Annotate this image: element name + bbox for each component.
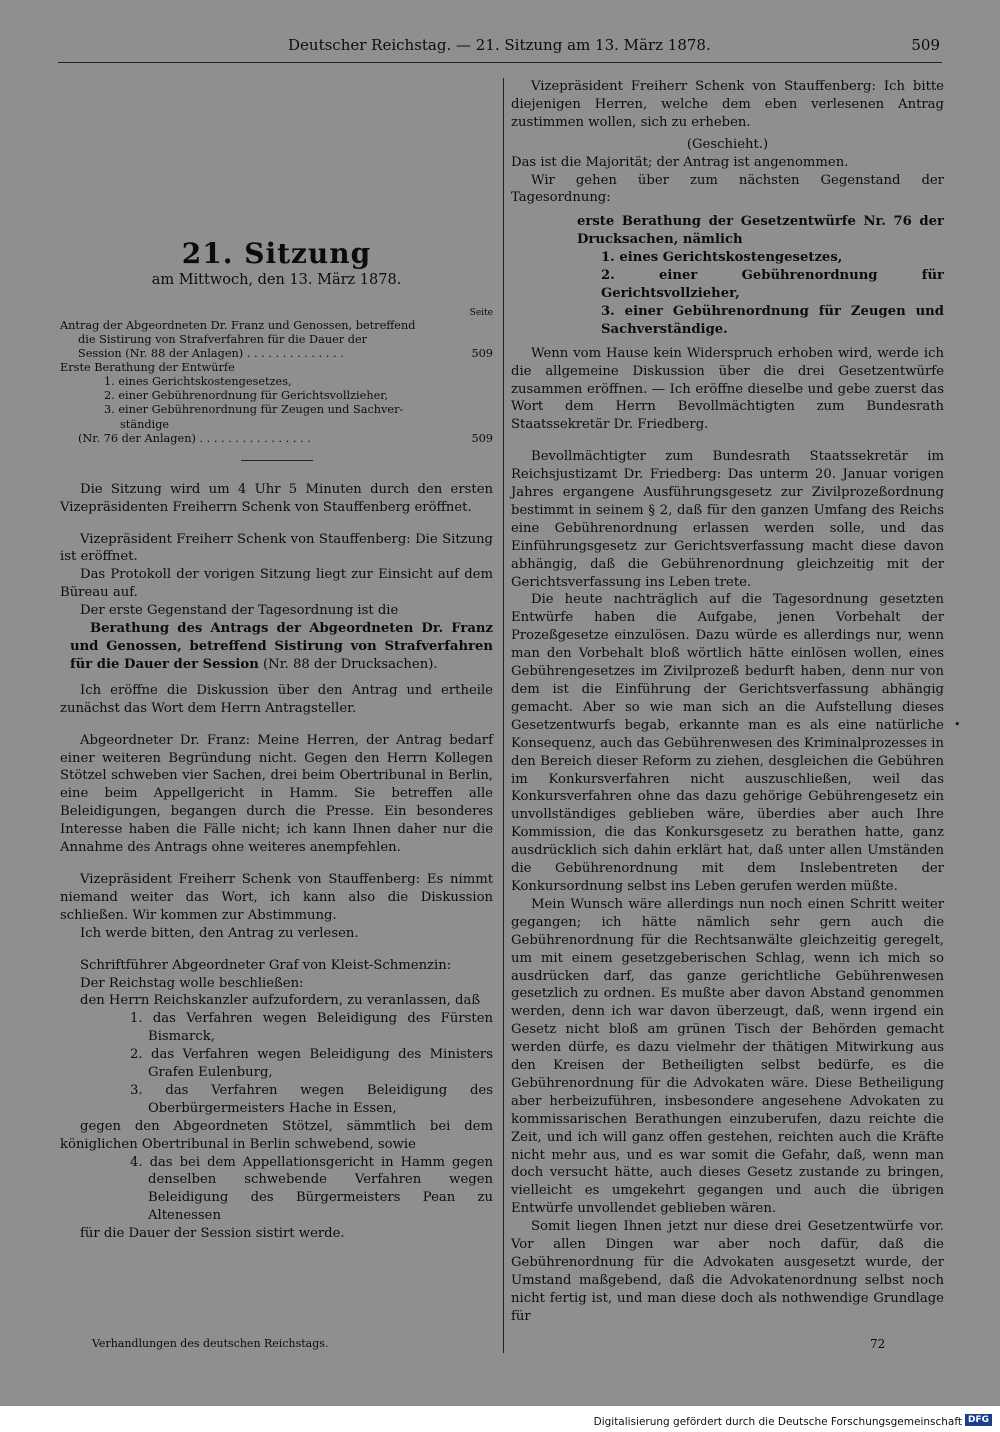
scan-artifact: • — [954, 718, 961, 731]
stage-direction: (Geschieht.) — [686, 136, 769, 152]
agenda-subitem: 1. eines Gerichtskostengesetzes, — [601, 250, 843, 266]
table-of-contents — [60, 319, 493, 446]
list-item: 1. das Verfahren wegen Beleidigung des Fürsten Bismarck, — [130, 1011, 493, 1045]
paragraph: gegen den Abgeordneten Stötzel, sämmtlich bei dem königlichen Obertribunal in Berlin schwebend, sowie — [60, 1118, 493, 1152]
toc-row: ständige — [120, 417, 170, 431]
paragraph: Das Protokoll der vorigen Sitzung liegt zur Einsicht auf dem Büreau auf. — [60, 567, 493, 601]
left-column — [60, 78, 493, 1243]
column-divider — [503, 78, 504, 1353]
funding-text: Digitalisierung gefördert durch die Deutsche Forschungsgemeinschaft — [593, 1416, 962, 1428]
paragraph: für die Dauer der Session sistirt werde. — [80, 1226, 345, 1242]
session-date: am Mittwoch, den 13. März 1878. — [151, 272, 402, 288]
paragraph: Der Reichstag wolle beschließen: — [80, 975, 304, 991]
list-item: 4. das bei dem Appellationsgericht in Hamm gegen denselben schwebende Verfahren wegen Beleidigung des Bürgermeisters Pean zu Altenessen — [130, 1154, 493, 1224]
agenda-subitem: 2. einer Gebührenordnung für Gerichtsvollzieher, — [601, 268, 944, 301]
agenda-subitem: 3. einer Gebührenordnung für Zeugen und Sachverständige. — [601, 303, 944, 337]
list-item: 2. das Verfahren wegen Beleidigung des Ministers Grafen Eulenburg, — [130, 1047, 493, 1081]
seite-label: Seite — [469, 307, 493, 318]
toc-row: Session (Nr. 88 der Anlagen) . . . . . . . . . . . . . . 509 — [78, 347, 493, 361]
paragraph: Vizepräsident Freiherr Schenk von Stauffenberg: Ich bitte diejenigen Herren, welche dem eben verlesenen Antrag zustimmen wollen, sich zu erheben. — [511, 79, 944, 130]
toc-row: die Sistirung von Strafverfahren für die Dauer der — [78, 333, 368, 346]
paragraph: Vizepräsident Freiherr Schenk von Stauffenberg: Die Sitzung ist eröffnet. — [60, 531, 493, 565]
toc-row: 1. eines Gerichtskostengesetzes, — [104, 375, 292, 389]
toc-row: (Nr. 76 der Anlagen) . . . . . . . . . . . . . . . . 509 — [78, 431, 493, 445]
paragraph: Der erste Gegenstand der Tagesordnung ist die — [80, 603, 399, 619]
page-number: 509 — [911, 36, 940, 54]
running-title: Deutscher Reichstag. — 21. Sitzung am 13. März 1878. — [288, 36, 711, 54]
list-item: 3. das Verfahren wegen Beleidigung des Oberbürgermeisters Hache in Essen, — [130, 1082, 493, 1116]
paragraph: Das ist die Majorität; der Antrag ist angenommen. — [511, 154, 849, 170]
paragraph: Wir gehen über zum nächsten Gegenstand der Tagesordnung: — [511, 172, 944, 206]
paragraph: Ich werde bitten, den Antrag zu verlesen. — [80, 925, 359, 941]
toc-row: 3. einer Gebührenordnung für Zeugen und Sachver- — [104, 403, 404, 417]
paragraph: Vizepräsident Freiherr Schenk von Stauffenberg: Es nimmt niemand weiter das Wort, ich kann also die Diskussion schließen. Wir kommen zur Abstimmung. — [60, 871, 493, 923]
paragraph: Somit liegen Ihnen jetzt nur diese drei Gesetzentwürfe vor. Vor allen Dingen war aber noch dafür, daß die Gebührenordnung für die Advokaten ausgesetzt wurde, der Umstand maßgebend, daß die Advokatenordnung selbst noch nicht fertig ist, und man diese doch als nothwendige Grundlage für — [511, 1219, 944, 1324]
dfg-logo: DFG — [965, 1414, 992, 1426]
paragraph: Die heute nachträglich auf die Tagesordnung gesetzten Entwürfe haben die Aufgabe, jenen Vorbehalt der Prozeßgesetze einzulösen. Dazu würde es allerdings nur, wenn man den Vorbehalt bloß wörtlich hätte einlösen wollen, eines Gebührengesetzes im Zivilprozeß bedurft haben, denn nur von dem ist die Einführung der Gerichtsverfassung abhängig gemacht. Aber so wie man sich an die Aufstellung dieses Gesetzentwurfs begab, erkannte man es als eine natürliche Konsequenz, auch das Gebührenwesen des Kriminalprozesses in den Bereich dieser Reform zu ziehen, desgleichen die Gebühren im Konkursverfahren nicht auszuschließen, weil das Konkursverfahren ohne das dazu gehörige Gebührengesetz ein unvollständiges geblieben wäre, überdies aber auch Ihre Kommission, die das Konkursgesetz zu berathen hatte, ganz ausdrücklich sich dahin erklärt hat, daß unter allen Umständen die Gebührenordnung mit dem Inslebentreten der Konkursordnung selbst ins Leben gerufen werden müßte. — [511, 592, 944, 894]
paragraph: Mein Wunsch wäre allerdings nun noch einen Schritt weiter gegangen; ich hätte nämlich sehr gern auch die Gebührenordnung für die Rechtsanwälte gleichzeitig geregelt, um mit einem gesetzgeberischen Schlag, wenn ich mich so ausdrücken darf, das ganze gerichtliche Gebührenwesen gesetzlich zu ordnen. Es mußte aber davon Abstand genommen werden, denn ich war davon überzeugt, daß, wenn irgend ein Gesetz nicht bloß am grünen Tisch der Behörden gemacht werden dürfe, es dazu vielmehr der thätigen Mitwirkung aus den Kreisen der Betheiligten selbst bedürfe, es die Gebührenordnung für die Advokaten wäre. Diese Betheiligung aber herbeizuführen, insbesondere angesehene Advokaten zu kommissarischen Berathungen einzuberufen, dazu reichte die Zeit, und ich will ganz offen gestehen, reichten auch die Kräfte nicht mehr aus, und es war somit die Gefahr, daß, wenn man doch versucht hätte, auch dieses Gesetz zustande zu bringen, vielleicht es umgekehrt gegangen und auch die übrigen Entwürfe unvollendet geblieben wären. — [511, 896, 944, 1217]
paragraph: den Herrn Reichskanzler aufzufordern, zu veranlassen, daß — [80, 993, 481, 1009]
right-column — [511, 78, 944, 1326]
paragraph: Abgeordneter Dr. Franz: Meine Herren, der Antrag bedarf einer weiteren Begründung nicht. Gegen den Herrn Kollegen Stötzel schweben vier Sachen, drei beim Obertribunal in Berlin, eine beim Appellgericht in Hamm. Sie betreffen alle Beleidigungen, begangen durch die Presse. Ein besonderes Interesse haben die Fälle nicht; ich kann Ihnen daher nur die Annahme des Antrags ohne weiteres anempfehlen. — [60, 732, 493, 856]
agenda-item: Berathung des Antrags der Abgeordneten Dr. Franz und Genossen, betreffend Sistirung von Strafverfahren für die Dauer der Session (Nr. 88 der Drucksachen). — [70, 621, 493, 672]
toc-row: 2. einer Gebührenordnung für Gerichtsvollzieher, — [104, 389, 389, 403]
toc-row: Erste Berathung der Entwürfe — [60, 361, 235, 375]
paragraph: Ich eröffne die Diskussion über den Antrag und ertheile zunächst das Wort dem Herrn Antragsteller. — [60, 682, 493, 716]
section-divider — [241, 460, 313, 461]
header-rule — [58, 62, 942, 63]
agenda-item: erste Berathung der Gesetzentwürfe Nr. 76 der Drucksachen, nämlich — [577, 214, 944, 248]
funding-bar — [0, 1406, 1000, 1432]
signature-number: 72 — [870, 1337, 886, 1351]
session-title: 21. Sitzung — [181, 237, 372, 270]
toc-page: 509 — [471, 347, 493, 361]
paragraph: Bevollmächtigter zum Bundesrath Staatssekretär im Reichsjustizamt Dr. Friedberg: Das unterm 20. Januar vorigen Jahres ergangene Ausführungsgesetz zur Zivilprozeßordnung bestimmt in seinem § 2, daß für den ganzen Umfang des Reichs eine Gebührenordnung erlassen werden solle, und das Einführungsgesetz zur Gerichtsverfassung macht diese davon abhängig, daß die Gebührenordnung gleichzeitig mit der Gerichtsverfassung ins Leben trete. — [511, 449, 944, 590]
paragraph: Die Sitzung wird um 4 Uhr 5 Minuten durch den ersten Vizepräsidenten Freiherrn Schenk von Stauffenberg eröffnet. — [60, 481, 493, 515]
page-header — [60, 34, 940, 60]
toc-page: 509 — [471, 431, 493, 445]
paragraph: Wenn vom Hause kein Widerspruch erhoben wird, werde ich die allgemeine Diskussion über die drei Gesetzentwürfe zusammen eröffnen. — Ich eröffne dieselbe und gebe zuerst das Wort dem Herrn Bevollmächtigten zum Bundesrath Staatssekretär Dr. Friedberg. — [511, 345, 944, 433]
toc-row: Antrag der Abgeordneten Dr. Franz und Genossen, betreffend — [60, 318, 416, 332]
footer-source: Verhandlungen des deutschen Reichstags. — [92, 1337, 329, 1350]
paragraph: Schriftführer Abgeordneter Graf von Kleist-Schmenzin: — [80, 957, 452, 973]
